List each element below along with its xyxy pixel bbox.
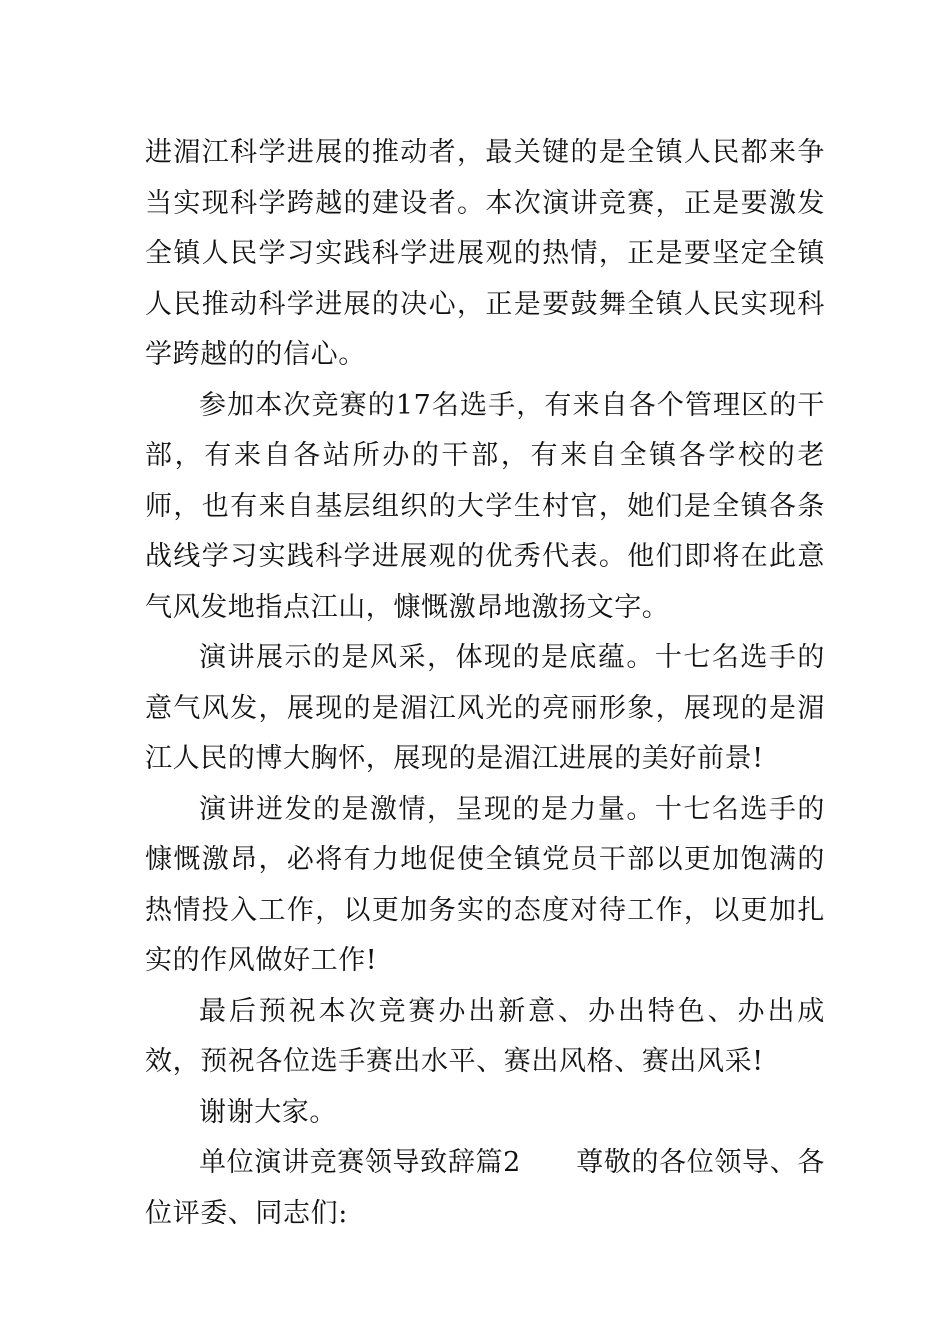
document-body [145, 128, 825, 1239]
paragraph-2: 参加本次竞赛的17名选手，有来自各个管理区的干部，有来自各站所办的干部，有来自全镇各学校的老师，也有来自基层组织的大学生村官，她们是全镇各条战线学习实践科学进展观的优秀代表。他们即将在此意气风发地指点江山，慷慨激昂地激扬文字。 [145, 389, 825, 623]
paragraph-6: 谢谢大家。 [199, 1096, 337, 1128]
paragraph-1: 进湄江科学进展的推动者，最关键的是全镇人民都来争当实现科学跨越的建设者。本次演讲竞赛，正是要激发全镇人民学习实践科学进展观的热情，正是要坚定全镇人民推动科学进展的决心，正是要鼓舞全镇人民实现科学跨越的的信心。 [145, 137, 825, 370]
paragraph-3: 演讲展示的是风采，体现的是底蕴。十七名选手的意气风发，展现的是湄江风光的亮丽形象，展现的是湄江人民的博大胸怀，展现的是湄江进展的美好前景! [145, 642, 825, 774]
paragraph-7: 单位演讲竞赛领导致辞篇2 尊敬的各位领导、各位评委、同志们: [145, 1147, 825, 1229]
paragraph-4: 演讲迸发的是激情，呈现的是力量。十七名选手的慷慨激昂，必将有力地促使全镇党员干部以更加饱满的热情投入工作，以更加务实的态度对待工作，以更加扎实的作风做好工作! [145, 793, 825, 976]
paragraph-5: 最后预祝本次竞赛办出新意、办出特色、办出成效，预祝各位选手赛出水平、赛出风格、赛出风采! [145, 995, 825, 1077]
